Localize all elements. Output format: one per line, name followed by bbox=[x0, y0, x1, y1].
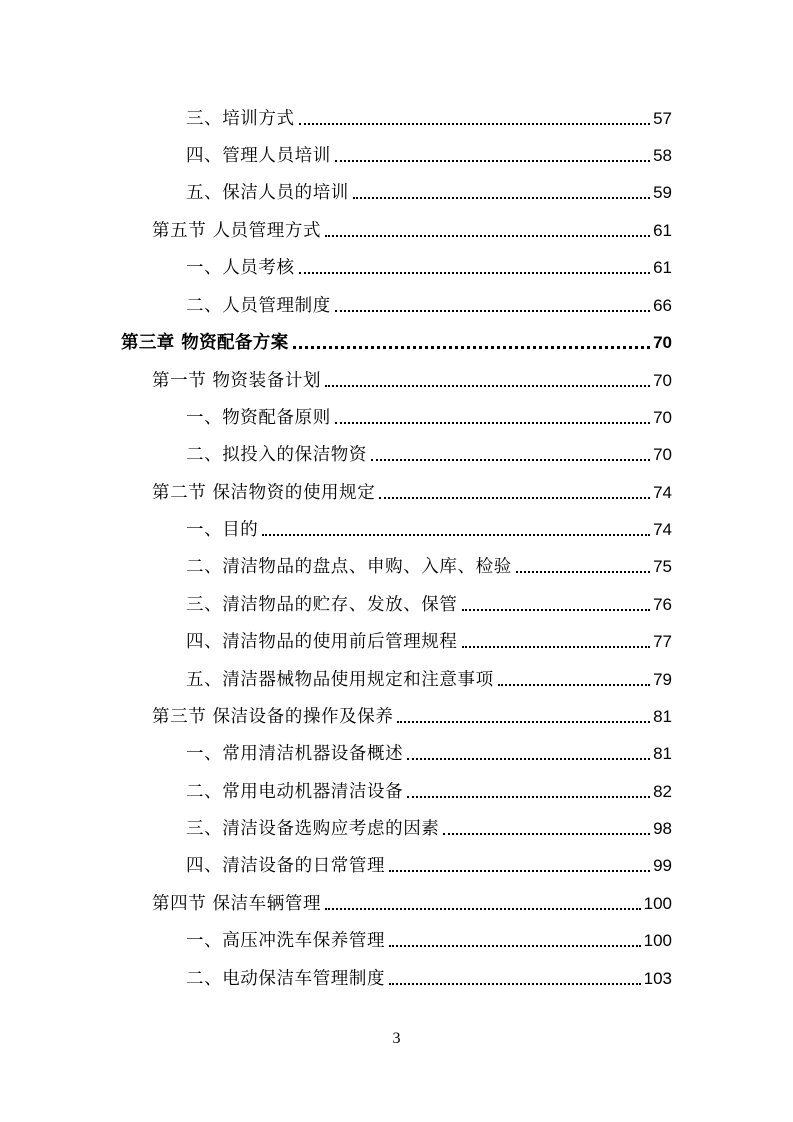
toc-entry-page: 58 bbox=[653, 146, 672, 165]
toc-entry[interactable] bbox=[186, 667, 672, 693]
toc-entry[interactable] bbox=[186, 255, 672, 281]
toc-entry-page: 57 bbox=[653, 109, 672, 128]
toc-dot-leader bbox=[335, 422, 650, 424]
toc-entry[interactable] bbox=[186, 143, 672, 169]
toc-entry-title: 第二节 保洁物资的使用规定 bbox=[152, 483, 376, 503]
toc-dot-leader bbox=[498, 684, 650, 686]
toc-dot-leader bbox=[379, 497, 650, 499]
toc-entry-title: 一、高压冲洗车保养管理 bbox=[186, 931, 386, 951]
toc-entry-page: 76 bbox=[653, 595, 672, 614]
toc-entry[interactable] bbox=[186, 741, 672, 767]
toc-entry-page: 61 bbox=[653, 258, 672, 277]
toc-entry-page: 100 bbox=[643, 931, 672, 950]
toc-entry-title: 五、清洁器械物品使用规定和注意事项 bbox=[186, 670, 494, 690]
toc-entry-title: 四、管理人员培训 bbox=[186, 146, 331, 166]
toc-entry[interactable] bbox=[186, 779, 672, 805]
toc-dot-leader bbox=[371, 459, 650, 461]
toc-entry-page: 81 bbox=[653, 707, 672, 726]
toc-entry-page: 77 bbox=[653, 632, 672, 651]
toc-entry[interactable] bbox=[186, 592, 672, 618]
page-number: 3 bbox=[392, 1030, 401, 1047]
toc-dot-leader bbox=[389, 945, 641, 947]
toc-entry[interactable] bbox=[186, 442, 672, 468]
toc-entry[interactable] bbox=[152, 891, 672, 917]
toc-entry-title: 三、清洁设备选购应考虑的因素 bbox=[186, 819, 440, 839]
toc-entry[interactable] bbox=[186, 853, 672, 879]
toc-entry-page: 82 bbox=[653, 782, 672, 801]
toc-entry-page: 70 bbox=[653, 333, 672, 352]
toc-dot-leader bbox=[299, 272, 650, 274]
toc-dot-leader bbox=[462, 609, 651, 611]
toc-entry-title: 一、目的 bbox=[186, 520, 259, 540]
toc-entry-title: 五、保洁人员的培训 bbox=[186, 183, 349, 203]
toc-entry-title: 四、清洁物品的使用前后管理规程 bbox=[186, 632, 458, 652]
toc-dot-leader bbox=[293, 346, 650, 349]
toc-entry-title: 二、人员管理制度 bbox=[186, 296, 331, 316]
toc-entry[interactable] bbox=[152, 480, 672, 506]
toc-entry-page: 59 bbox=[653, 183, 672, 202]
toc-dot-leader bbox=[462, 646, 651, 648]
toc-entry-page: 66 bbox=[653, 296, 672, 315]
toc-dot-leader bbox=[335, 160, 650, 162]
toc-entry[interactable] bbox=[152, 368, 672, 394]
toc-entry[interactable] bbox=[186, 106, 672, 132]
toc-entry-title: 第四节 保洁车辆管理 bbox=[152, 894, 322, 914]
toc-entry[interactable] bbox=[186, 517, 672, 543]
toc-entry-page: 74 bbox=[653, 483, 672, 502]
toc-dot-leader bbox=[407, 796, 650, 798]
toc-entry-title: 第一节 物资装备计划 bbox=[152, 371, 322, 391]
toc-entry-page: 70 bbox=[653, 445, 672, 464]
toc-entry-page: 61 bbox=[653, 221, 672, 240]
toc-entry[interactable] bbox=[186, 405, 672, 431]
toc-entry-title: 第三章 物资配备方案 bbox=[121, 333, 289, 353]
toc-entry-page: 70 bbox=[653, 371, 672, 390]
toc-entry-page: 70 bbox=[653, 408, 672, 427]
toc-dot-leader bbox=[325, 908, 641, 910]
toc-dot-leader bbox=[389, 983, 641, 985]
toc-dot-leader bbox=[325, 385, 650, 387]
toc-dot-leader bbox=[389, 870, 650, 872]
toc-dot-leader bbox=[262, 534, 650, 536]
toc-entry-title: 一、物资配备原则 bbox=[186, 408, 331, 428]
toc-entry[interactable] bbox=[186, 629, 672, 655]
toc-entry-title: 一、常用清洁机器设备概述 bbox=[186, 744, 404, 764]
toc-dot-leader bbox=[353, 197, 650, 199]
toc-entry-title: 三、清洁物品的贮存、发放、保管 bbox=[186, 595, 458, 615]
toc-dot-leader bbox=[325, 235, 650, 237]
toc-dot-leader bbox=[516, 571, 650, 573]
toc-entry-title: 第三节 保洁设备的操作及保养 bbox=[152, 707, 394, 727]
toc-entry-title: 二、常用电动机器清洁设备 bbox=[186, 782, 404, 802]
toc-entry[interactable] bbox=[186, 928, 672, 954]
toc-entry-page: 100 bbox=[643, 894, 672, 913]
toc-entry-chapter[interactable] bbox=[121, 330, 672, 356]
toc-entry[interactable] bbox=[186, 816, 672, 842]
toc-dot-leader bbox=[299, 123, 650, 125]
toc-dot-leader bbox=[397, 721, 650, 723]
toc-entry[interactable] bbox=[152, 704, 672, 730]
toc-dot-leader bbox=[443, 833, 650, 835]
toc-entry-page: 98 bbox=[653, 819, 672, 838]
toc-entry-page: 81 bbox=[653, 744, 672, 763]
toc-entry[interactable] bbox=[152, 218, 672, 244]
toc-entry-title: 二、电动保洁车管理制度 bbox=[186, 969, 386, 989]
toc-entry[interactable] bbox=[186, 966, 672, 992]
toc-entry[interactable] bbox=[186, 180, 672, 206]
toc-entry-page: 99 bbox=[653, 856, 672, 875]
toc-entry-title: 第五节 人员管理方式 bbox=[152, 221, 322, 241]
toc-entry-title: 三、培训方式 bbox=[186, 109, 295, 129]
toc-entry-title: 二、拟投入的保洁物资 bbox=[186, 445, 367, 465]
toc-entry-page: 79 bbox=[653, 670, 672, 689]
toc-entry-page: 103 bbox=[643, 969, 672, 988]
toc-entry[interactable] bbox=[186, 293, 672, 319]
toc-dot-leader bbox=[407, 758, 650, 760]
toc-entry-title: 二、清洁物品的盘点、申购、入库、检验 bbox=[186, 557, 512, 577]
toc-entry-title: 一、人员考核 bbox=[186, 258, 295, 278]
toc-dot-leader bbox=[335, 310, 650, 312]
toc-entry[interactable] bbox=[186, 554, 672, 580]
toc-entry-title: 四、清洁设备的日常管理 bbox=[186, 856, 386, 876]
toc-entry-page: 74 bbox=[653, 520, 672, 539]
toc-entry-page: 75 bbox=[653, 557, 672, 576]
